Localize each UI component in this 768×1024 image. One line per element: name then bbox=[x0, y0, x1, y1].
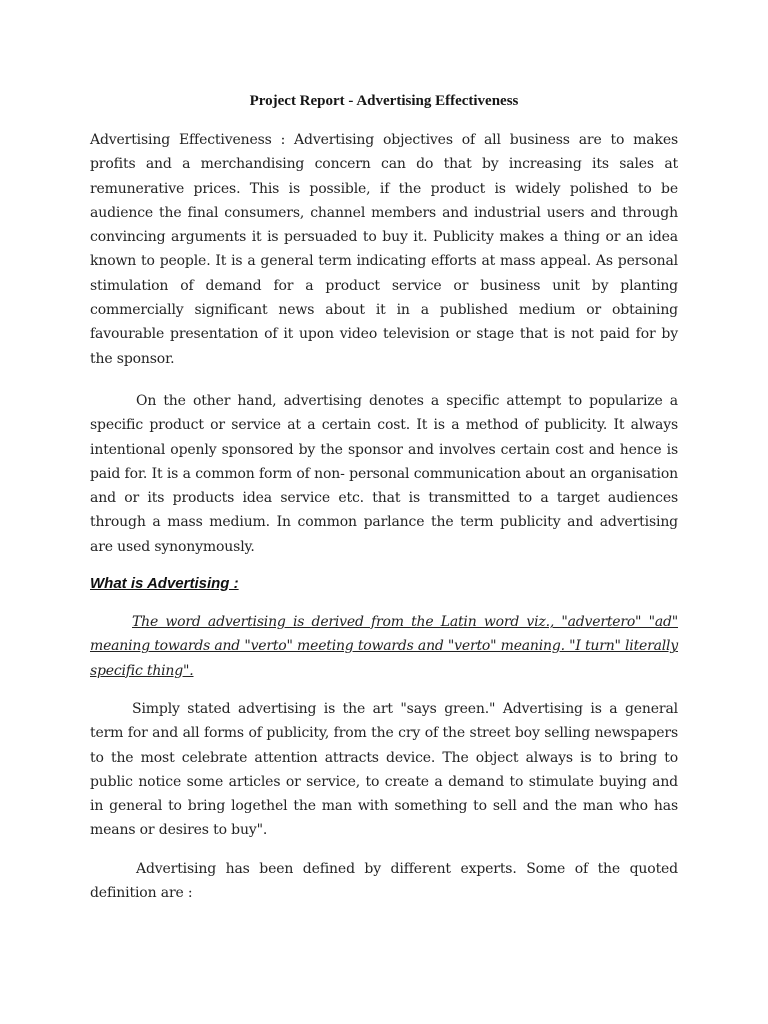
document-title: Project Report - Advertising Effectiveness bbox=[249, 93, 519, 109]
section-heading-what-is-advertising: What is Advertising : bbox=[90, 575, 239, 593]
paragraph-advertising-definition: On the other hand, advertising denotes a specific attempt to popularize a specific product or service at a certain cost. It is a method of publicity. It always intentional openly sponsored by the sponsor and involves certain cost and hence is paid for. It is a common form of non- personal communication about an organisation and or its products idea service etc. that is transmitted to a target audiences through a mass medium. In common parlance the term publicity and advertising are used synonymously. bbox=[90, 392, 678, 555]
document-body bbox=[90, 92, 678, 905]
paragraph-advertising-effectiveness: Advertising Effectiveness : Advertising objectives of all business are to makes profits and a merchandising concern can do that by increasing its sales at remunerative prices. This is possible, if the product is widely polished to be audience the final consumers, channel members and industrial users and through convincing arguments it is persuaded to buy it. Publicity makes a thing or an idea known to people. It is a general term indicating efforts at mass appeal. As personal stimulation of demand for a product service or business unit by planting commercially significant news about it in a published medium or obtaining favourable presentation of it upon video television or stage that is not paid for by the sponsor. bbox=[90, 132, 678, 367]
paragraph-simply-stated: Simply stated advertising is the art "says green." Advertising is a general term for and all forms of publicity, from the cry of the street boy selling newspapers to the most celebrate attention attracts device. The object always is to bring to public notice some articles or service, to create a demand to stimulate buying and in general to bring logethel the man with something to sell and the man who has means or desires to buy". bbox=[90, 700, 678, 839]
paragraph-expert-definitions: Advertising has been defined by different experts. Some of the quoted definition are : bbox=[90, 860, 678, 902]
paragraph-etymology-quote: The word advertising is derived from the Latin word viz., "advertero" "ad" meaning towards and "verto" meeting towards and "verto" meaning. "I turn" literally specific thing". bbox=[90, 614, 678, 679]
